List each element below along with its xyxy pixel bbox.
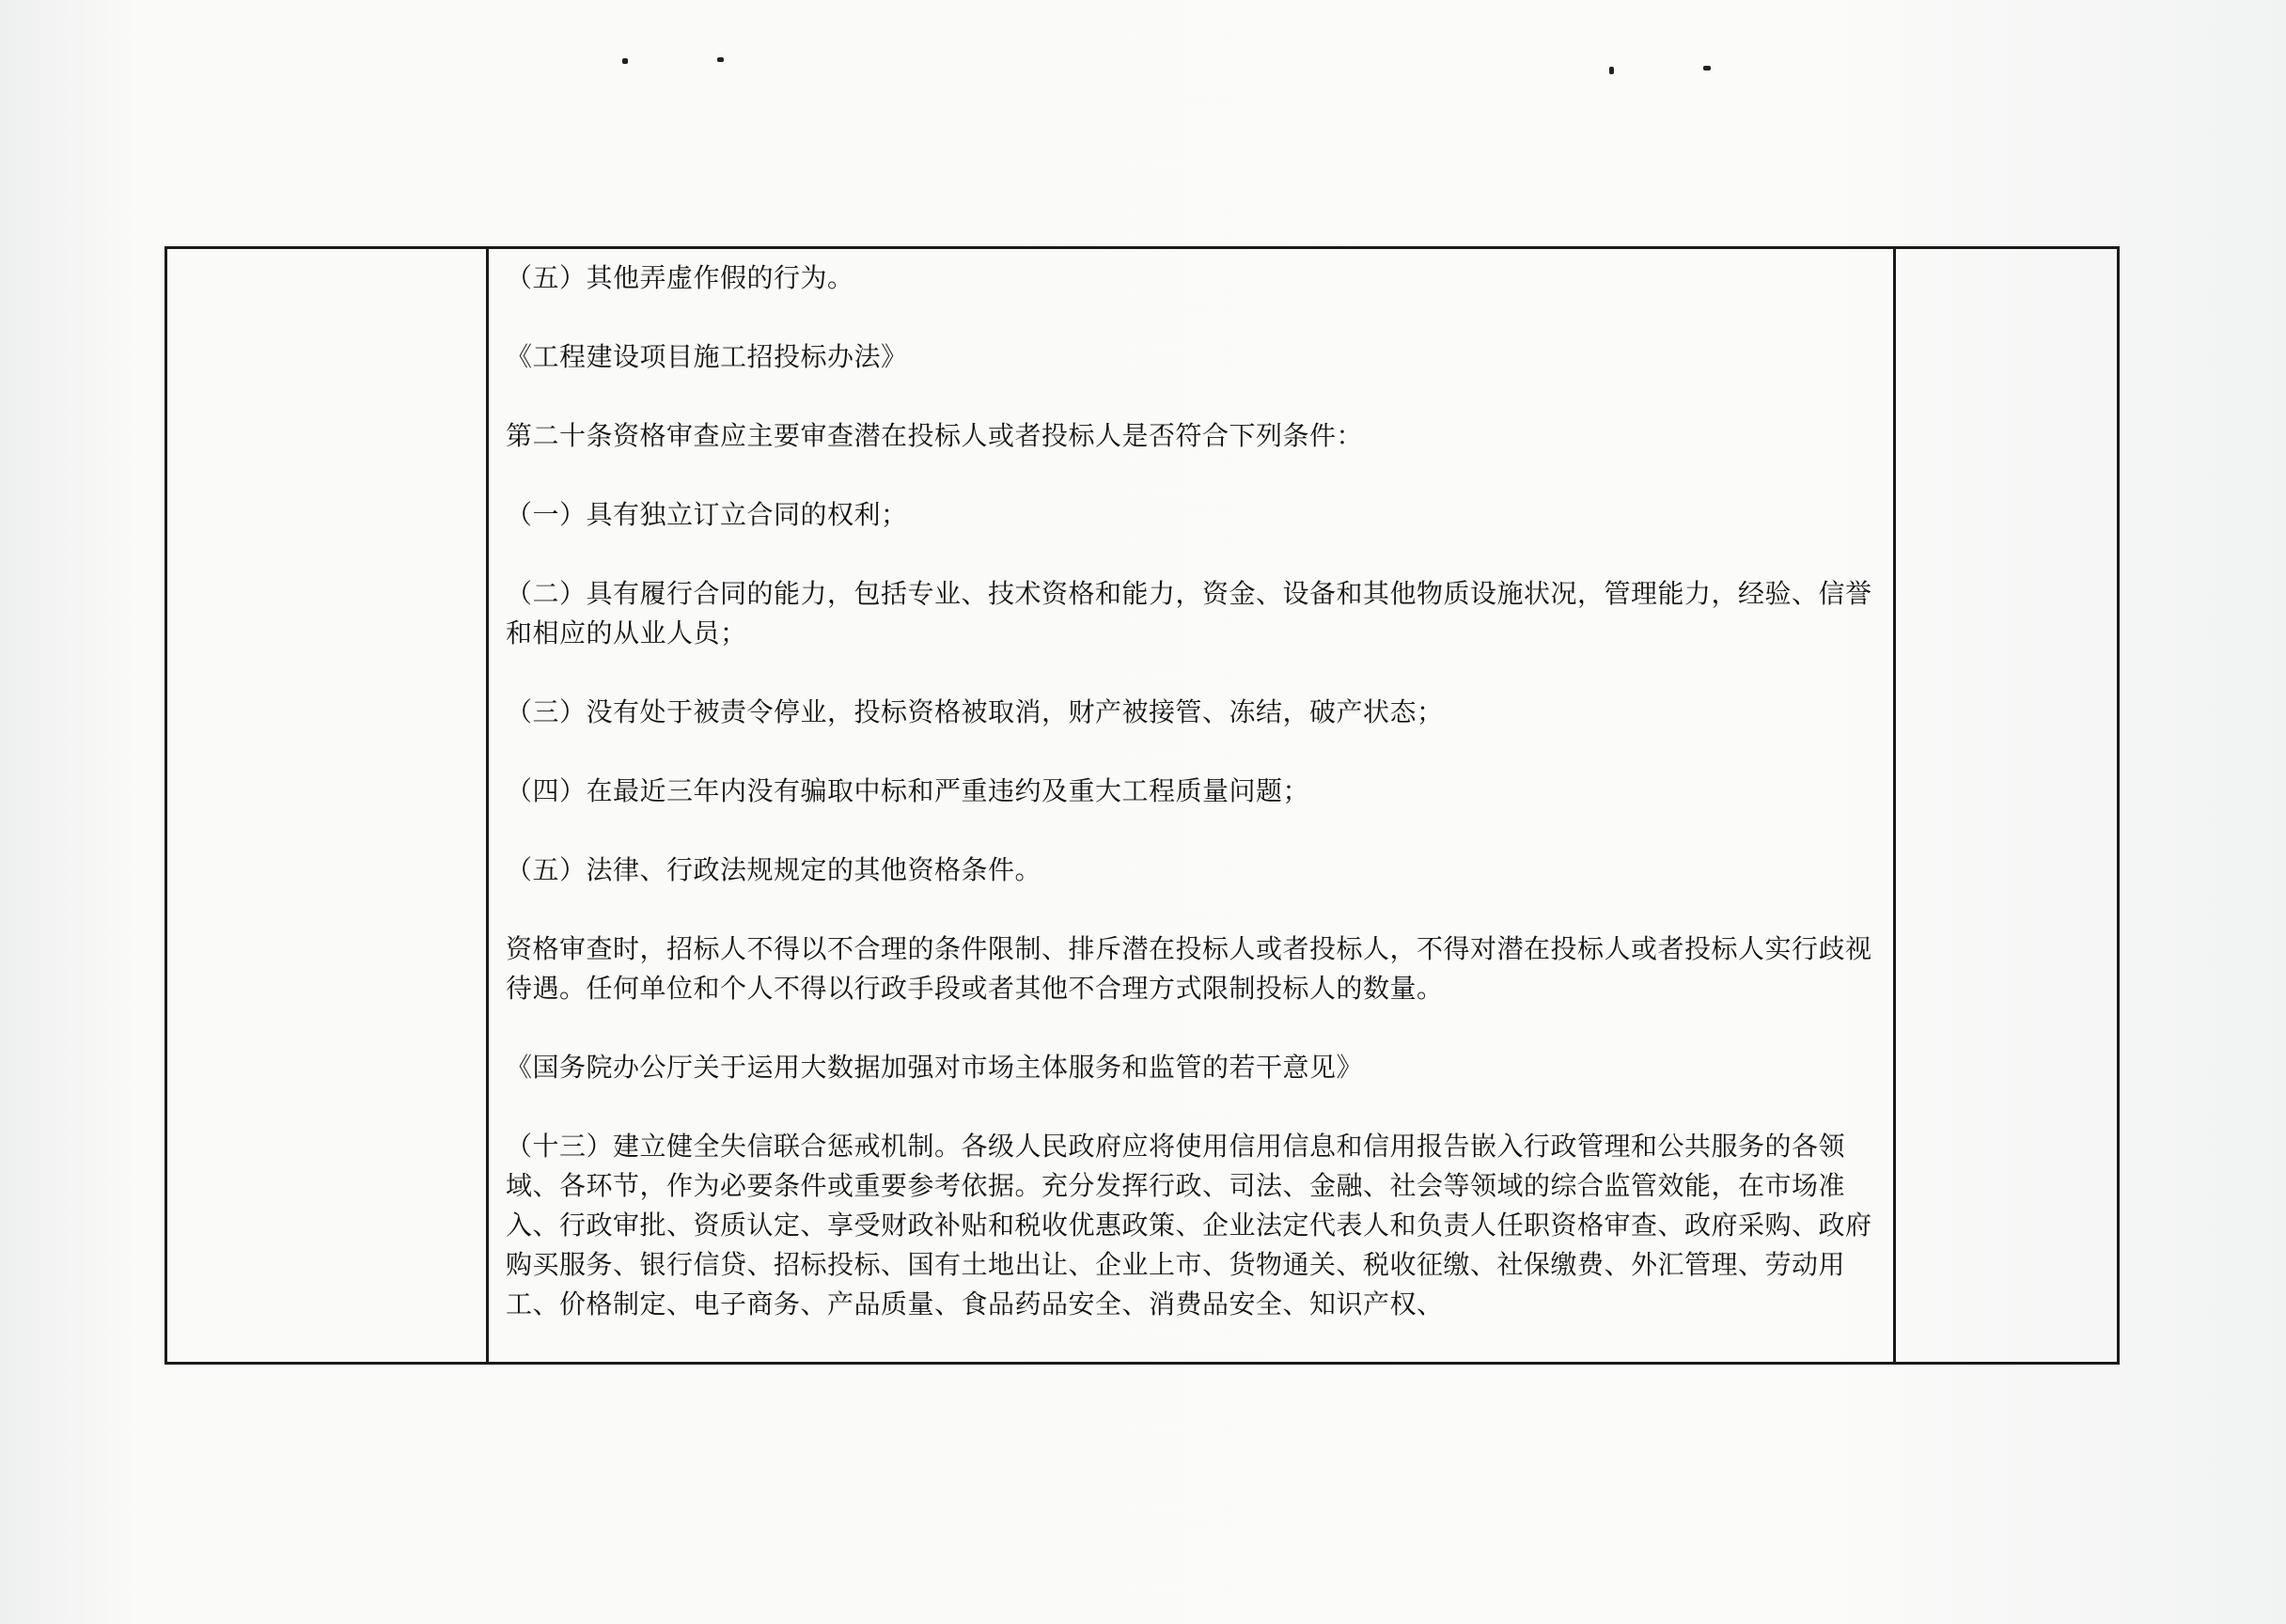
paragraph-condition-4: （四）在最近三年内没有骗取中标和严重违约及重大工程质量问题； (506, 775, 1310, 806)
paragraph-condition-3: （三）没有处于被责令停业，投标资格被取消，财产被接管、冻结，破产状态； (506, 696, 1444, 727)
paragraph-qualification-review: 资格审查时，招标人不得以不合理的条件限制、排斥潜在投标人或者投标人，不得对潜在投标人或者投标人实行歧视待遇。任何单位和个人不得以行政手段或者其他不合理方式限制投标人的数量。 (506, 933, 1872, 1004)
paragraph-condition-1: （一）具有独立订立合同的权利； (506, 499, 908, 530)
paragraph-other-fraud: （五）其他弄虚作假的行为。 (506, 262, 854, 293)
table-column-right (1896, 249, 2117, 1362)
table-column-left (167, 249, 489, 1362)
regulation-table (164, 246, 2120, 1365)
paragraph-item-13: （十三）建立健全失信联合惩戒机制。各级人民政府应将使用信用信息和信用报告嵌入行政管理和公共服务的各领域、各环节，作为必要条件或重要参考依据。充分发挥行政、司法、金融、社会等领域的综合监管效能，在市场准入、行政审批、资质认定、享受财政补贴和税收优惠政策、企业法定代表人和负责人任职资格审查、政府采购、政府购买服务、银行信贷、招标投标、国有土地出让、企业上市、货物通关、税收征缴、社保缴费、外汇管理、劳动用工、价格制定、电子商务、产品质量、食品药品安全、消费品安全、知识产权、 (506, 1131, 1872, 1320)
paragraph-condition-5: （五）法律、行政法规规定的其他资格条件。 (506, 854, 1042, 885)
heading-construction-bidding-measures: 《工程建设项目施工招投标办法》 (506, 341, 908, 372)
heading-state-council-opinions: 《国务院办公厅关于运用大数据加强对市场主体服务和监管的若干意见》 (506, 1052, 1364, 1083)
paragraph-condition-2: （二）具有履行合同的能力，包括专业、技术资格和能力，资金、设备和其他物质设施状况，管理能力，经验、信誉和相应的从业人员； (506, 578, 1872, 648)
paragraph-article-20: 第二十条资格审查应主要审查潜在投标人或者投标人是否符合下列条件： (506, 420, 1364, 451)
table-column-content (489, 249, 1896, 1362)
